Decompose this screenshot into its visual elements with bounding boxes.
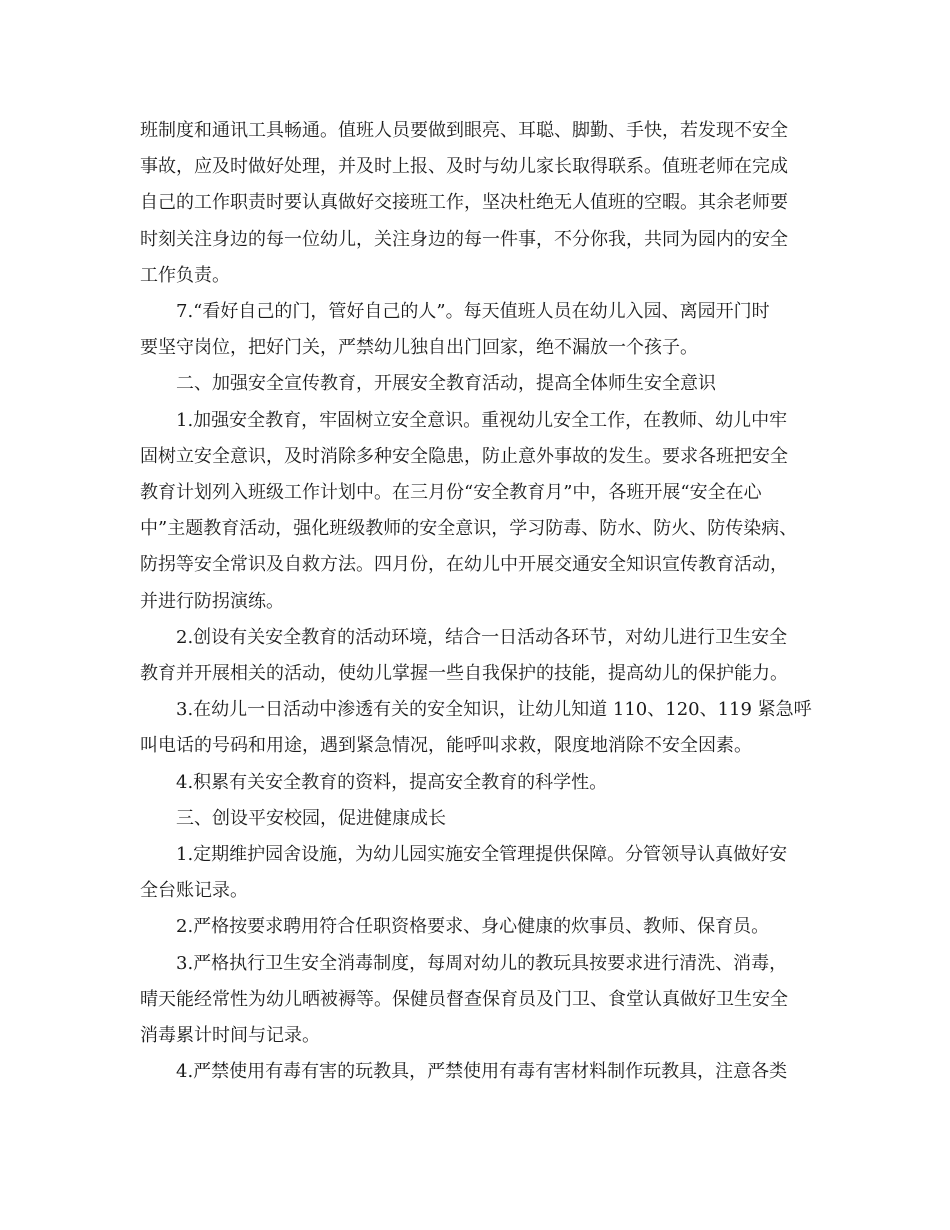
- text-line: 班制度和通讯工具畅通。值班人员要做到眼亮、耳聪、脚勤、手快，若发现不安全: [140, 120, 788, 141]
- paragraph: [140, 113, 820, 294]
- text-line: 消毒累计时间与记录。: [140, 1025, 320, 1047]
- text-line: 2.严格按要求聘用符合任职资格要求、身心健康的炊事员、教师、保育员。: [176, 916, 770, 938]
- text-line: 晴天能经常性为幼儿晒被褥等。保健员督查保育员及门卫、食堂认真做好卫生安全: [140, 988, 788, 1010]
- paragraph: [140, 403, 820, 620]
- text-line: 事故，应及时做好处理，并及时上报、及时与幼儿家长取得联系。值班老师在完成: [140, 156, 788, 178]
- text-line: 叫电话的号码和用途，遇到紧急情况，能呼叫求救，限度地消除不安全因素。: [140, 735, 752, 757]
- text-line: 时刻关注身边的每一位幼儿，关注身边的每一件事，不分你我，共同为园内的安全: [140, 228, 788, 250]
- text-line: 教育计划列入班级工作计划中。在三月份“安全教育月”中，各班开展“安全在心: [140, 482, 762, 504]
- paragraph: [140, 765, 820, 801]
- text-line: 1.定期维护园舍设施，为幼儿园实施安全管理提供保障。分管领导认真做好安: [176, 844, 788, 866]
- text-line: 并进行防拐演练。: [140, 590, 284, 612]
- paragraph: [140, 909, 820, 945]
- paragraph: [140, 620, 820, 692]
- text-line: 固树立安全意识，及时消除多种安全隐患，防止意外事故的发生。要求各班把安全: [140, 445, 788, 467]
- text-line: 防拐等安全常识及自救方法。四月份，在幼儿中开展交通安全知识宣传教育活动，: [140, 554, 788, 576]
- text-line: 三、创设平安校园，促进健康成长: [176, 807, 446, 829]
- text-line: 全台账记录。: [140, 880, 248, 902]
- document-body: [140, 113, 820, 1090]
- paragraph: [140, 1054, 820, 1090]
- text-line: 中”主题教育活动，强化班级教师的安全意识，学习防毒、防水、防火、防传染病、: [140, 518, 798, 540]
- text-line: 自己的工作职责时要认真做好交接班工作，坚决杜绝无人值班的空暇。其余老师要: [140, 192, 788, 214]
- paragraph: [140, 837, 820, 909]
- text-line: 7.“看好自己的门，管好自己的人”。每天值班人员在幼儿入园、离园开门时: [176, 301, 770, 323]
- text-line: 1.加强安全教育，牢固树立安全意识。重视幼儿安全工作，在教师、幼儿中牢: [176, 409, 788, 431]
- text-line: 教育并开展相关的活动，使幼儿掌握一些自我保护的技能，提高幼儿的保护能力。: [140, 663, 788, 685]
- paragraph: [140, 801, 820, 837]
- paragraph: [140, 366, 820, 402]
- text-line: 3.在幼儿一日活动中渗透有关的安全知识，让幼儿知道 110、120、119 紧急呼: [176, 699, 812, 721]
- text-line: 2.创设有关安全教育的活动环境，结合一日活动各环节，对幼儿进行卫生安全: [176, 626, 788, 648]
- text-line: 二、加强安全宣传教育，开展安全教育活动，提高全体师生安全意识: [176, 373, 716, 395]
- text-line: 4.严禁使用有毒有害的玩教具，严禁使用有毒有害材料制作玩教具，注意各类: [176, 1061, 788, 1083]
- text-line: 要坚守岗位，把好门关，严禁幼儿独自出门回家，绝不漏放一个孩子。: [140, 337, 698, 359]
- paragraph: [140, 946, 820, 1055]
- text-line: 工作负责。: [140, 264, 230, 286]
- paragraph: [140, 294, 820, 366]
- paragraph: [140, 692, 820, 764]
- text-line: 3.严格执行卫生安全消毒制度，每周对幼儿的教玩具按要求进行清洗、消毒，: [176, 952, 788, 974]
- text-line: 4.积累有关安全教育的资料，提高安全教育的科学性。: [176, 771, 608, 793]
